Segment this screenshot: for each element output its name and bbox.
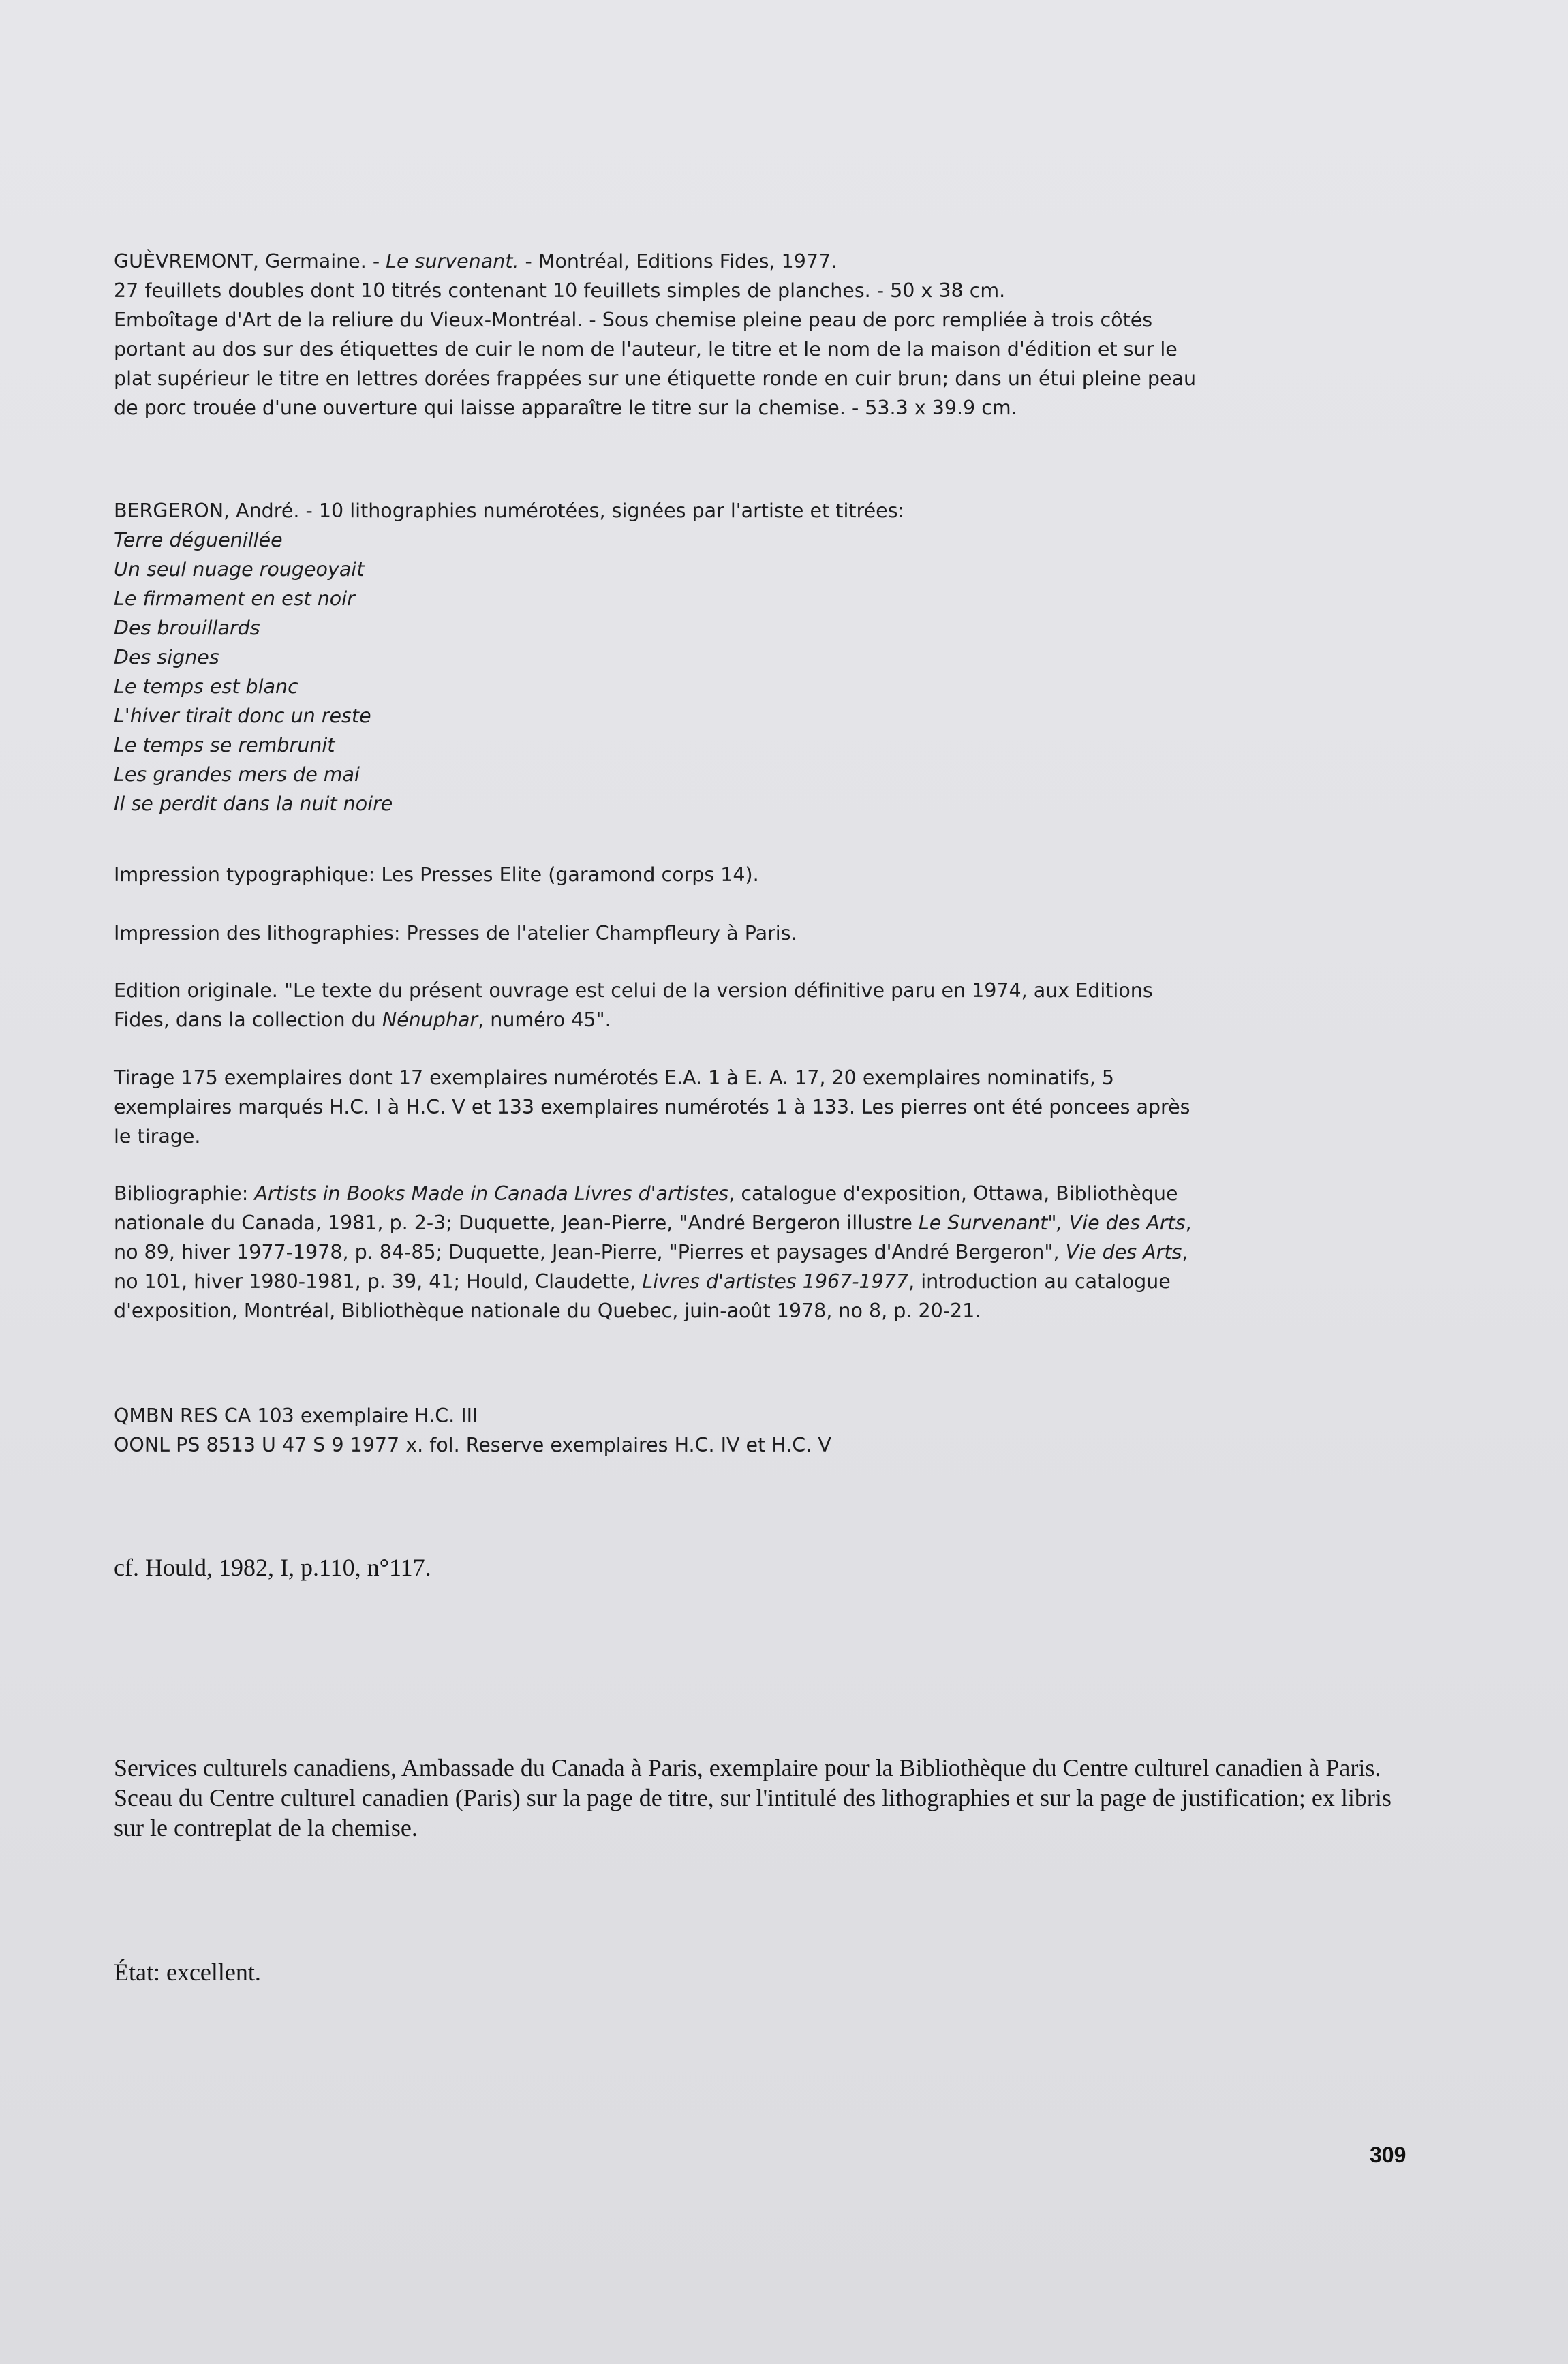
- holding-line: OONL PS 8513 U 47 S 9 1977 x. fol. Reserve exemplaires H.C. IV et H.C. V: [114, 1434, 831, 1456]
- catalogue-entry: [114, 247, 1211, 423]
- impression-litho-text: Impression des lithographies: Presses de l'atelier Champfleury à Paris.: [114, 922, 797, 945]
- entry-title: Le survenant.: [386, 250, 519, 273]
- bibliography-part: , no 101, hiver 1980-1981, p. 39, 41; Hould, Claudette,: [114, 1241, 1188, 1293]
- provenance: [114, 1753, 1422, 1843]
- tirage-note: [114, 1063, 1211, 1151]
- bibliography-italic: Livres d'artistes 1967-1977: [642, 1270, 909, 1293]
- entry-author: GUÈVREMONT, Germaine. -: [114, 250, 386, 273]
- cf-text: cf. Hould, 1982, I, p.110, n°117.: [114, 1554, 431, 1581]
- lithograph-title: Le temps se rembrunit: [114, 734, 335, 756]
- entry-heading: [114, 247, 1211, 276]
- entry-publisher: - Montréal, Editions Fides, 1977.: [519, 250, 837, 273]
- lithograph-title: Le temps est blanc: [114, 675, 298, 698]
- cf-reference: [114, 1552, 1211, 1582]
- entry-binding: Emboîtage d'Art de la reliure du Vieux-Montréal. - Sous chemise pleine peau de porc rempliée à trois côtés portant au dos sur des étiquettes de cuir le nom de l'auteur, le titre et le nom de la maison d'édition et sur le plat supérieur le titre en lettres dorées frappées sur une étiquette ronde en cuir brun; dans un étui pleine peau de porc trouée d'une ouverture qui laisse apparaître le titre sur la chemise. - 53.3 x 39.9 cm.: [114, 309, 1197, 419]
- edition-text-part: Edition originale. "Le texte du présent ouvrage est celui de la version définitive paru en 1974, aux Editions Fides, dans la collection du: [114, 979, 1153, 1031]
- bibliography-part: , introduction au catalogue d'exposition, Montréal, Bibliothèque nationale du Quebec, juin-août 1978, no 8, p. 20-21.: [114, 1270, 1171, 1322]
- sceau-text: Sceau du Centre culturel canadien (Paris) sur la page de titre, sur l'intitulé des lithographies et sur la page de justification; ex libris sur le contreplat de la chemise.: [114, 1784, 1392, 1841]
- edition-text: [114, 976, 1211, 1034]
- entry-collation: 27 feuillets doubles dont 10 titrés contenant 10 feuillets simples de planches. - 50 x 38 cm.: [114, 279, 1006, 302]
- holding-line: QMBN RES CA 103 exemplaire H.C. III: [114, 1404, 478, 1427]
- lithograph-title: L'hiver tirait donc un reste: [114, 705, 371, 727]
- bibliography-italic: Vie des Arts: [1065, 1241, 1182, 1263]
- lithograph-title-list: [114, 525, 1211, 818]
- impression-typo-text: Impression typographique: Les Presses Elite (garamond corps 14).: [114, 863, 759, 886]
- condition-text: État: excellent.: [114, 1959, 261, 1986]
- collection-name: Nénuphar: [382, 1009, 478, 1031]
- condition: [114, 1957, 1211, 1987]
- lithograph-title: Les grandes mers de mai: [114, 763, 360, 786]
- lithograph-title: Des brouillards: [114, 617, 260, 639]
- lithograph-title: Le firmament en est noir: [114, 587, 355, 610]
- lithograph-title: Il se perdit dans la nuit noire: [114, 793, 393, 815]
- bibliography-text: [114, 1179, 1214, 1325]
- impression-litho: [114, 919, 1211, 948]
- lithograph-title: Des signes: [114, 646, 219, 669]
- edition-note: [114, 976, 1211, 1034]
- bibliography-italic: Le Survenant", Vie des Arts: [918, 1212, 1186, 1234]
- bibliography-part: Bibliographie:: [114, 1182, 255, 1205]
- bibliography-part: , catalogue d'exposition, Ottawa, Bibliothèque nationale du Canada, 1981, p. 2-3; Duquette, Jean-Pierre, "André Bergeron illustre: [114, 1182, 1178, 1234]
- lithograph-title: Terre déguenillée: [114, 529, 283, 551]
- lithograph-title: Un seul nuage rougeoyait: [114, 558, 365, 581]
- bibliography-italic: Artists in Books Made in Canada Livres d'artistes: [254, 1182, 729, 1205]
- impression-typo: [114, 860, 1211, 889]
- holdings: [114, 1401, 1211, 1460]
- edition-text-part: , numéro 45".: [478, 1009, 611, 1031]
- tirage-text: Tirage 175 exemplaires dont 17 exemplaires numérotés E.A. 1 à E. A. 17, 20 exemplaires nominatifs, 5 exemplaires marqués H.C. I à H.C. V et 133 exemplaires numérotés 1 à 133. Les pierres ont été poncees après le tirage.: [114, 1066, 1190, 1148]
- page-number: 309: [1370, 2143, 1406, 2167]
- artist-intro: BERGERON, André. - 10 lithographies numérotées, signées par l'artiste et titrées:: [114, 500, 905, 522]
- artist-section: [114, 496, 1211, 818]
- bibliography: [114, 1179, 1214, 1325]
- services-text: Services culturels canadiens, Ambassade du Canada à Paris, exemplaire pour la Bibliothèque du Centre culturel canadien à Paris.: [114, 1754, 1381, 1781]
- bibliography-part: , no 89, hiver 1977-1978, p. 84-85; Duquette, Jean-Pierre, "Pierres et paysages d'André Bergeron",: [114, 1212, 1192, 1263]
